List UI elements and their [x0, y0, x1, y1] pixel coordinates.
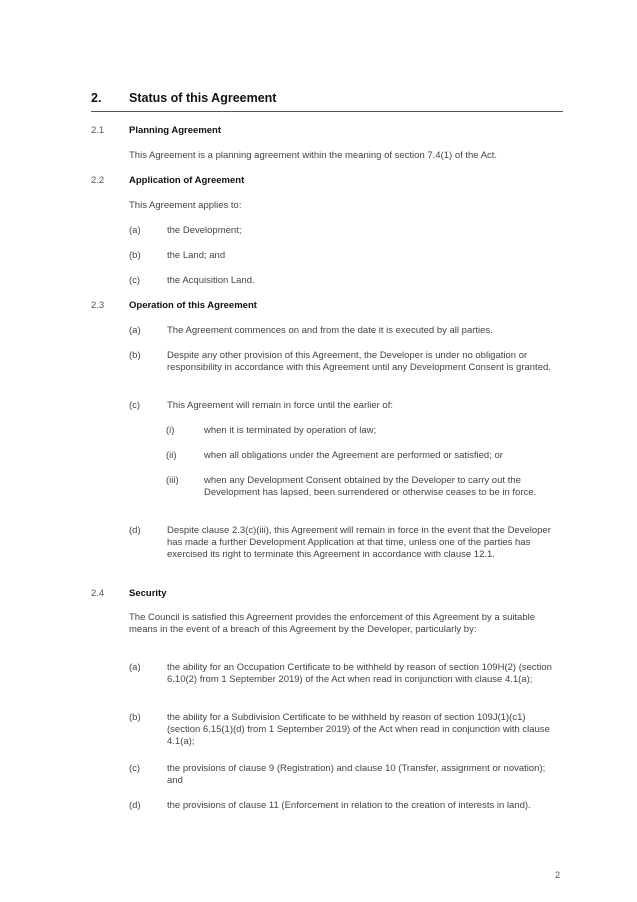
item-text: when all obligations under the Agreement are performed or satisfied; or: [204, 450, 503, 461]
item-label: (c): [129, 763, 141, 774]
clause-2-4-text: The Council is satisfied this Agreement provides the enforcement of this Agreement by a suitable means in the event of a breach of this Agreement by the Developer, particularly by:: [129, 612, 536, 636]
clause-title: Application of Agreement: [129, 175, 245, 186]
item-text: the ability for a Subdivision Certificate to be withheld by reason of section 109J(1)(c1) (section 6.15(1)(d) from 1 September 2019) of the Act when read in conjunction with clause 4.1(a);: [167, 712, 550, 748]
item-label: (b): [129, 350, 141, 361]
item-text: the Land; and: [167, 250, 226, 261]
item-label: (a): [129, 225, 141, 236]
clause-title: Security: [129, 588, 167, 599]
clause-number: 2.2: [91, 175, 105, 186]
page-number: 2: [555, 870, 561, 880]
item-label: (ii): [166, 450, 177, 461]
item-text: Despite clause 2.3(c)(iii), this Agreement will remain in force in the event that the Developer has made a further Development Application at that time, unless one of the parties has exercised its right to terminate this Agreement in accordance with clause 12.1.: [167, 525, 551, 561]
item-text: the provisions of clause 9 (Registration) and clause 10 (Transfer, assignment or novation); and: [167, 763, 546, 787]
section-heading: [91, 91, 563, 112]
clause-title: Operation of this Agreement: [129, 300, 257, 311]
item-label: (a): [129, 325, 141, 336]
item-label: (c): [129, 400, 141, 411]
item-text: when it is terminated by operation of law;: [204, 425, 377, 436]
item-label: (d): [129, 525, 141, 536]
item-label: (b): [129, 250, 141, 261]
item-label: (d): [129, 800, 141, 811]
item-label: (iii): [166, 475, 179, 486]
item-text: when any Development Consent obtained by the Developer to carry out the Development has lapsed, been surrendered or otherwise ceases to be in force.: [204, 475, 537, 499]
item-label: (c): [129, 275, 141, 286]
clause-2-1-text: This Agreement is a planning agreement within the meaning of section 7.4(1) of the Act.: [129, 150, 498, 161]
item-text: This Agreement will remain in force until the earlier of:: [167, 400, 393, 411]
item-text: The Agreement commences on and from the date it is executed by all parties.: [167, 325, 493, 336]
item-label: (a): [129, 662, 141, 673]
section-title: Status of this Agreement: [129, 91, 277, 105]
item-label: (b): [129, 712, 141, 723]
item-label: (i): [166, 425, 175, 436]
clause-number: 2.4: [91, 588, 105, 599]
item-text: the Development;: [167, 225, 242, 236]
item-text: Despite any other provision of this Agreement, the Developer is under no obligation or responsibility in accordance with this Agreement until any Development Consent is granted.: [167, 350, 551, 374]
item-text: the ability for an Occupation Certificate to be withheld by reason of section 109H(2) (section 6.10(2) from 1 September 2019) of the Act when read in conjunction with clause 4.1(a);: [167, 662, 552, 686]
clause-2-2-text: This Agreement applies to:: [129, 200, 242, 211]
item-text: the provisions of clause 11 (Enforcement in relation to the creation of interests in land).: [167, 800, 531, 811]
item-text: the Acquisition Land.: [167, 275, 255, 286]
clause-number: 2.1: [91, 125, 105, 136]
section-number: 2.: [91, 91, 102, 105]
clause-number: 2.3: [91, 300, 105, 311]
clause-title: Planning Agreement: [129, 125, 222, 136]
